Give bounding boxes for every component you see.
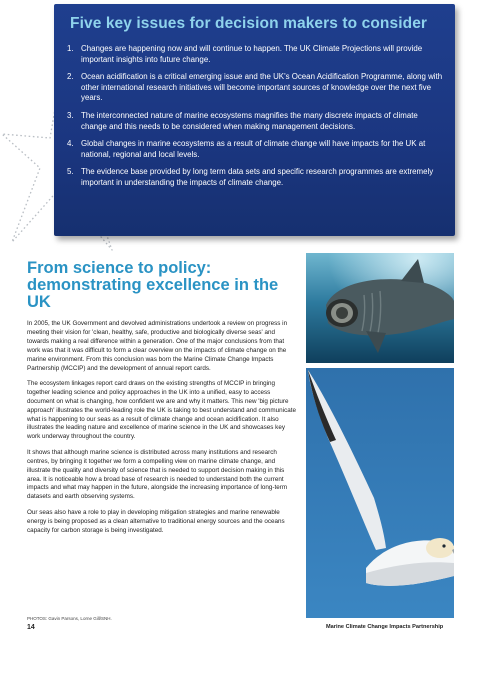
publication-name: Marine Climate Change Impacts Partnership: [326, 624, 444, 630]
key-issue-number: 4.: [67, 139, 74, 149]
basking-shark-photo: [306, 253, 454, 363]
key-issue-item: [67, 167, 445, 188]
key-issues-list: [67, 44, 445, 196]
key-issue-text: The evidence base provided by long term data sets and specific research programmes are extremely important in understanding the impacts of climate change.: [81, 167, 434, 187]
key-issue-text: The interconnected nature of marine ecosystems magnifies the many discrete impacts of climate change and this needs to be considered when making management decisions.: [81, 110, 418, 131]
body-paragraph: Our seas also have a role to play in developing mitigation strategies and marine renewable energy is being proposed as a clean alternative to traditional energy sources and the oceans capacity for carbon storage is being investigated.: [27, 508, 285, 534]
key-issue-item: [67, 111, 445, 132]
gannet-in-flight-photo: [306, 368, 454, 618]
key-issues-panel: [54, 4, 455, 236]
key-issue-item: [67, 44, 445, 65]
key-issues-title: Five key issues for decision makers to consider: [70, 15, 428, 32]
body-paragraph: It shows that although marine science is distributed across many institutions and research centres, by bringing it together we form a compelling view on marine climate change, and illustrate the quality and diversity of science that is needed to support decision making in this area. It is noticeable how a broad base of research is needed to understand both the current impacts and what may happen in the future, alongside the increasing importance of long-term datasets and earth observing systems.: [27, 448, 288, 501]
key-issue-number: 3.: [67, 110, 74, 120]
body-paragraph: The ecosystem linkages report card draws on the existing strengths of MCCIP in bringing together leading science and policy approaches in the UK into a unified, easy to access document on what is changing, how confident we are and why it matters. This new 'big picture approach' illustrates the world-leading role the UK is taking to best understand and communicate what is happening to our seas as a result of climate change and ocean acidification. It also illustrates the leading nature and excellence of marine science in the UK and showcases key work underway throughout the country.: [27, 379, 296, 441]
section-heading: From science to policy: demonstrating excellence in the UK: [27, 259, 279, 311]
body-paragraph: In 2005, the UK Government and devolved administrations undertook a review on progress in meeting their vision for 'clean, healthy, safe, productive and biologically diverse seas' and towards making a real difference within a generation. One of the major conclusions from that work was that it was difficult to form a clear overview on the impacts of climate change on the marine environment. From this conclusion was born the Marine Climate Change Impacts Partnership (MCCIP) and the development of annual report cards.: [27, 320, 288, 372]
page-number: 14: [27, 624, 35, 631]
key-issue-item: [67, 72, 445, 104]
key-issue-number: 5.: [67, 167, 74, 177]
photo-credits: PHOTOS: Gavin Parsons, Lorne Gill/SNH.: [27, 616, 112, 621]
key-issue-text: Changes are happening now and will continue to happen. The UK Climate Projections will provide important insights into future change.: [81, 44, 423, 64]
key-issue-item: [67, 139, 445, 160]
key-issue-text: Global changes in marine ecosystems as a result of climate change will have impacts for the UK at national, regional and local levels.: [81, 139, 426, 159]
key-issue-number: 1.: [67, 44, 74, 53]
key-issue-number: 2.: [67, 72, 74, 82]
article-body: [27, 320, 297, 542]
key-issue-text: Ocean acidification is a critical emerging issue and the UK's Ocean Acidification Programme, along with other international research initiatives will become important sources of knowledge over the next five years.: [81, 72, 443, 103]
